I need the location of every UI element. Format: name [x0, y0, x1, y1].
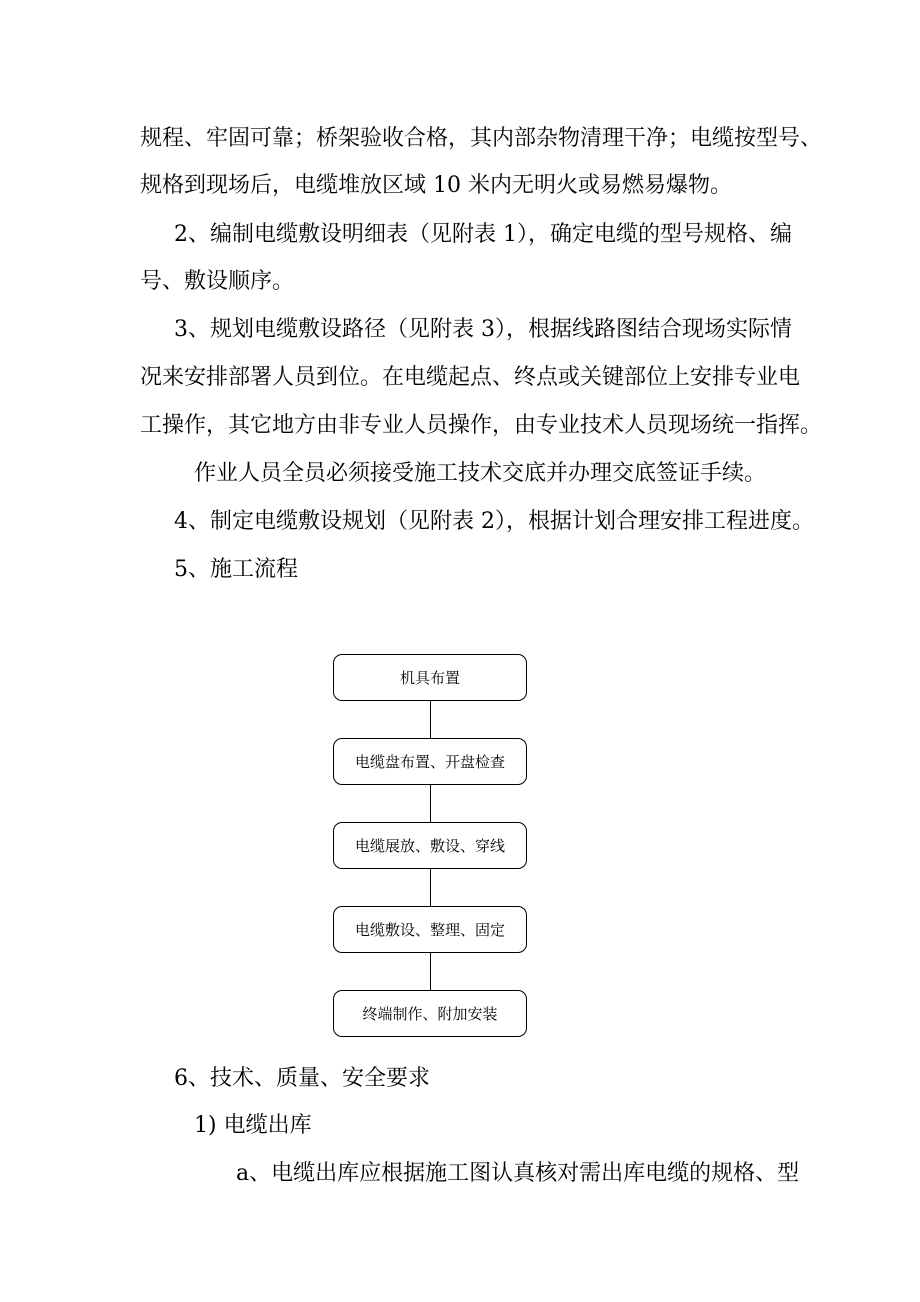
paragraph-line: 工操作，其它地方由非专业人员操作，由专业技术人员现场统一指挥。	[140, 413, 823, 438]
flow-connector	[430, 785, 431, 822]
flow-step-reel-setup: 电缆盘布置、开盘检查	[333, 738, 527, 785]
flow-connector	[430, 953, 431, 990]
flow-step-termination: 终端制作、附加安装	[333, 990, 527, 1037]
paragraph-line: 规程、牢固可靠；桥架验收合格，其内部杂物清理干净；电缆按型号、	[140, 126, 823, 151]
section-heading: 6、技术、质量、安全要求	[174, 1066, 430, 1091]
paragraph-line: 4、制定电缆敷设规划（见附表 2），根据计划合理安排工程进度。	[174, 509, 814, 534]
paragraph-line: 2、编制电缆敷设明细表（见附表 1），确定电缆的型号规格、编	[174, 222, 792, 247]
subsection-heading: 1) 电缆出库	[194, 1113, 312, 1138]
paragraph-line: 规格到现场后，电缆堆放区域 10 米内无明火或易燃易爆物。	[140, 173, 732, 198]
flow-step-pulling: 电缆展放、敷设、穿线	[333, 822, 527, 869]
flow-connector	[430, 869, 431, 906]
paragraph-line: 作业人员全员必须接受施工技术交底并办理交底签证手续。	[194, 461, 767, 486]
paragraph-line: 3、规划电缆敷设路径（见附表 3），根据线路图结合现场实际情	[174, 317, 792, 342]
flow-connector	[430, 701, 431, 738]
flow-step-equipment: 机具布置	[333, 654, 527, 701]
paragraph-line: 况来安排部署人员到位。在电缆起点、终点或关键部位上安排专业电	[140, 365, 801, 390]
flow-step-fixing: 电缆敷设、整理、固定	[333, 906, 527, 953]
paragraph-line: 5、施工流程	[174, 557, 298, 582]
paragraph-line: a、电缆出库应根据施工图认真核对需出库电缆的规格、型	[236, 1161, 800, 1186]
paragraph-line: 号、敷设顺序。	[140, 269, 295, 294]
